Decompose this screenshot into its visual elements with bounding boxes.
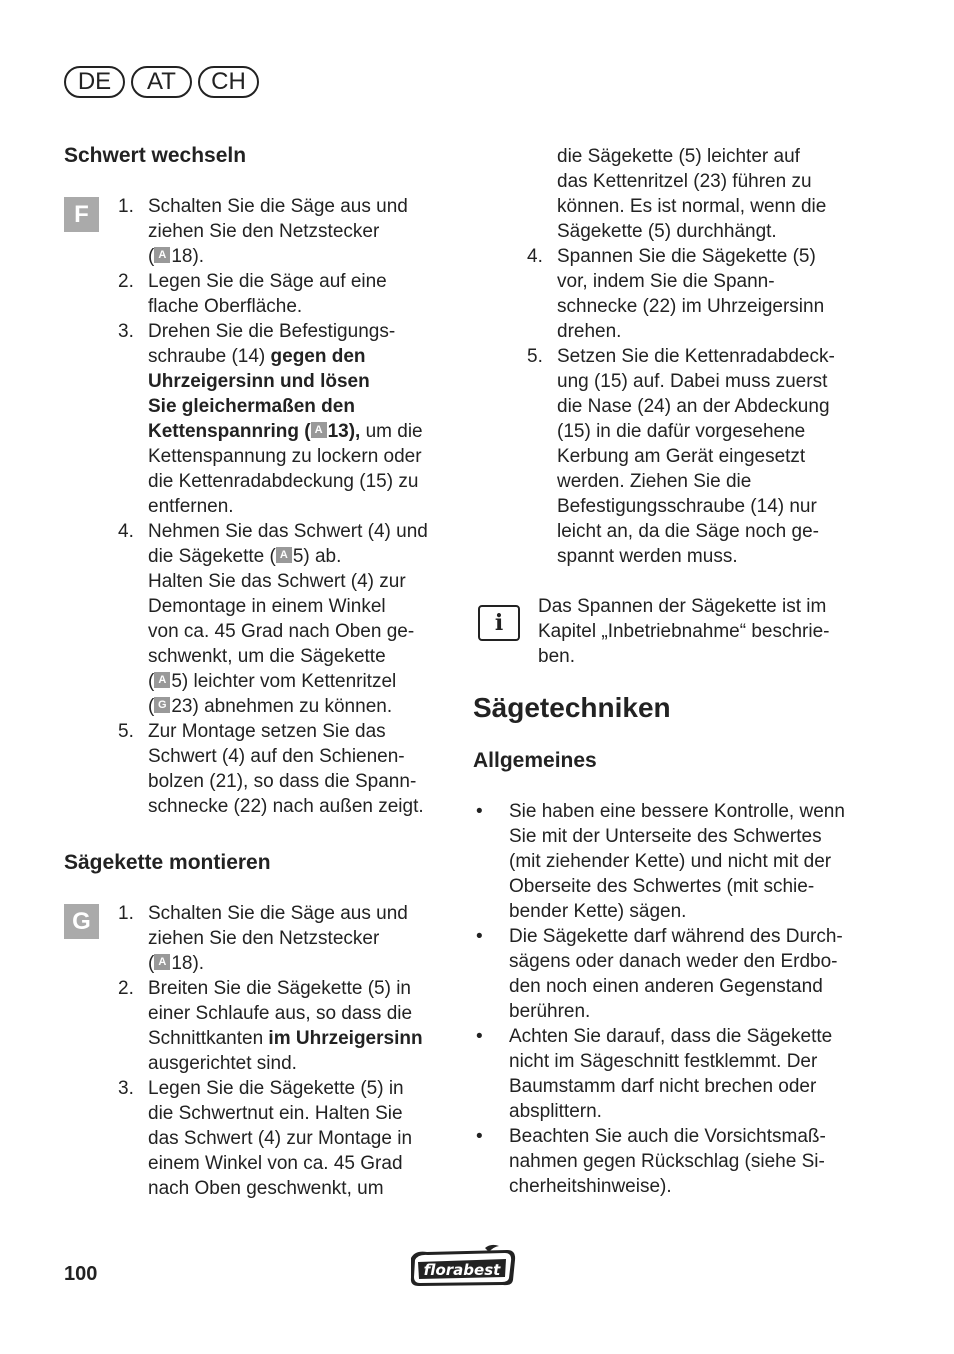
list-item: 1. Schalten Sie die Säge aus und ziehen Sie den Netzstecker ( A 18). <box>118 903 408 974</box>
figure-ref-icon: G <box>154 697 170 713</box>
section-heading-saegekette: Sägekette montieren <box>64 851 271 874</box>
list-item: 5. Zur Montage setzen Sie das Schwert (4) auf den Schienen- bolzen (21), so dass die Spann- schnecke (22) nach außen zeigt. <box>118 721 424 817</box>
figure-ref-icon: A <box>276 547 292 563</box>
badge-de: DE <box>64 66 125 98</box>
figure-marker-f: F <box>64 197 99 232</box>
list-item: • Die Sägekette darf während des Durch- sägens oder danach weder den Erdbo- den noch einen anderen Gegenstand berühren. <box>476 926 843 1022</box>
figure-marker-g: G <box>64 904 99 939</box>
list-item: • Sie haben eine bessere Kontrolle, wenn Sie mit der Unterseite des Schwertes (mit ziehender Kette) und nicht mit der Oberseite des Schwertes (mit schie- bender Kette) sägen. <box>476 801 845 922</box>
logo-text: florabest <box>423 1261 501 1279</box>
list-item: 3. Drehen Sie die Befestigungs- schraube (14) gegen den Uhrzeigersinn und lösen Sie gleichermaßen den Kettenspannring ( A 13), um die Kettenspannung zu lockern oder die Kettenradabdeckung (15) zu entfernen. <box>118 321 423 517</box>
bullet-icon: • <box>476 1126 483 1147</box>
list-item: 5. Setzen Sie die Kettenradabdeck- ung (15) auf. Dabei muss zuerst die Nase (24) an der Abdeckung (15) in die dafür vorgesehene Kerbung am Gerät eingesetzt werden. Ziehen Sie die Befestigungsschraube (14) nur leicht an, da die Säge noch ge- spannt werden muss. <box>527 346 835 567</box>
florabest-logo <box>407 1244 519 1288</box>
section-heading-schwert: Schwert wechseln <box>64 144 247 167</box>
info-icon: i <box>478 605 520 641</box>
step-continuation: die Sägekette (5) leichter auf das Kettenritzel (23) führen zu können. Es ist normal, wenn die Sägekette (5) durchhängt. <box>557 146 827 242</box>
bullet-icon: • <box>476 926 483 947</box>
list-item: 4. Nehmen Sie das Schwert (4) und die Sägekette ( A 5) ab. Halten Sie das Schwert (4) zur Demontage in einem Winkel von ca. 45 Grad nach Oben ge- schwenkt, um die Sägekette ( A 5) leichter vom Kettenritzel ( G 23) abnehmen zu können. <box>118 521 428 717</box>
schwert-steps <box>64 194 449 819</box>
list-item: • Beachten Sie auch die Vorsichtsmaß- nahmen gegen Rückschlag (siehe Si- cherheitshinweise). <box>476 1126 826 1197</box>
list-item: 1. Schalten Sie die Säge aus und ziehen Sie den Netzstecker ( A 18). <box>118 196 408 267</box>
right-column <box>473 140 863 1199</box>
country-badges <box>64 66 259 98</box>
figure-ref-icon: A <box>311 422 327 438</box>
bullet-list <box>473 799 863 1199</box>
badge-at: AT <box>131 66 192 98</box>
saegekette-steps-block <box>64 901 449 1201</box>
figure-ref-icon: A <box>154 954 170 970</box>
bullet-icon: • <box>476 1026 483 1047</box>
right-steps <box>473 244 863 569</box>
list-item: 3. Legen Sie die Sägekette (5) in die Schwertnut ein. Halten Sie das Schwert (4) zur Montage in einem Winkel von ca. 45 Grad nach Oben geschwenkt, um <box>118 1078 413 1199</box>
list-item: • Achten Sie darauf, dass die Sägekette nicht im Sägeschnitt festklemmt. Der Baumstamm darf nicht brechen oder absplittern. <box>476 1026 833 1122</box>
list-item: 4. Spannen Sie die Sägekette (5) vor, indem Sie die Spann- schnecke (22) im Uhrzeigersinn drehen. <box>527 246 825 342</box>
bullet-icon: • <box>476 801 483 822</box>
left-column <box>64 140 449 1201</box>
section-heading-allgemeines: Allgemeines <box>473 749 597 772</box>
section-title-saegetechniken: Sägetechniken <box>473 692 671 723</box>
saegekette-steps <box>64 901 449 1201</box>
figure-ref-icon: A <box>154 672 170 688</box>
page-number: 100 <box>64 1263 98 1285</box>
schwert-steps-block <box>64 194 449 819</box>
badge-ch: CH <box>198 66 259 98</box>
list-item: 2. Legen Sie die Säge auf eine flache Oberfläche. <box>118 271 387 317</box>
list-item: 2. Breiten Sie die Sägekette (5) in einer Schlaufe aus, so dass die Schnittkanten im Uhrzeigersinn ausgerichtet sind. <box>118 978 423 1074</box>
figure-ref-icon: A <box>154 247 170 263</box>
info-note: i Das Spannen der Sägekette ist im Kapitel „Inbetriebnahme“ beschrie- ben. <box>473 594 863 669</box>
